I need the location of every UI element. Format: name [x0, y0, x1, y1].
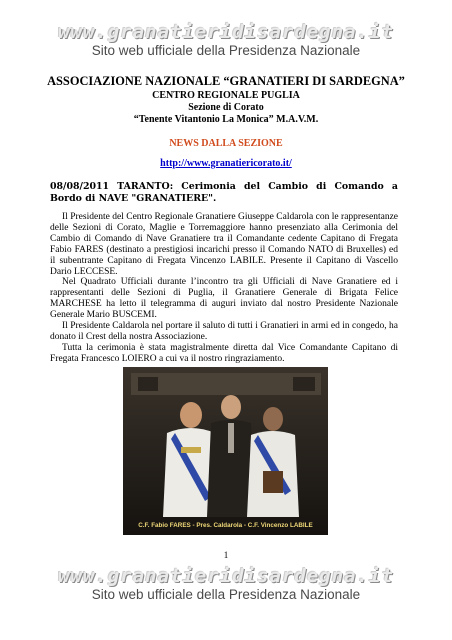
ceremony-photo-illustration	[123, 367, 328, 535]
banner-url[interactable]: www.granatieridisardegna.it	[58, 21, 394, 43]
article-body	[50, 212, 398, 365]
photo-caption: C.F. Fabio FARES - Pres. Caldarola - C.F. Vincenzo LABILE	[138, 522, 313, 529]
ceremony-photo	[123, 367, 328, 535]
header-banner	[0, 22, 452, 58]
article-headline: 08/08/2011 TARANTO: Cerimonia del Cambio di Comando a Bordo di NAVE "GRANATIERE".	[50, 181, 398, 204]
news-heading: NEWS DALLA SEZIONE	[169, 138, 283, 149]
banner-subtitle: Sito web ufficiale della Presidenza Nazionale	[91, 587, 361, 602]
document-title: ASSOCIAZIONE NAZIONALE “GRANATIERI DI SARDEGNA”	[47, 74, 405, 88]
article-paragraph: Il Presidente del Centro Regionale Granatiere Giuseppe Caldarola con le rappresentanze delle Sezioni di Corato, Maglie e Torremaggiore hanno presenziato alla Cerimonia del Cambio di Comando di Nave Granatiere tra il Comandante cedente Capitano di Fregata Fabio FARES (destinato a prestigiosi incarichi presso il Comando NATO di Bruxelles) ed il subentrante Capitano di Fregata Vincenzo LABILE. Presente il Capitano di Vascello Dario LECCESE.	[50, 212, 398, 277]
section-link-container	[0, 158, 452, 169]
section-dedication: “Tenente Vitantonio La Monica” M.A.V.M.	[133, 114, 319, 125]
banner-subtitle: Sito web ufficiale della Presidenza Nazionale	[91, 43, 361, 58]
section-website-link[interactable]: http://www.granatiericorato.it/	[160, 158, 292, 169]
article-paragraph: Tutta la cerimonia è stata magistralmente diretta dal Vice Comandante Capitano di Fregata Francesco LOIERO a cui va il nostro ringraziamento.	[50, 342, 398, 364]
footer-banner	[0, 566, 452, 602]
section-name: Sezione di Corato	[188, 102, 264, 113]
article-paragraph: Il Presidente Caldarola nel portare il saluto di tutti i Granatieri in armi ed in congedo, ha donato il Crest della nostra Associazione.	[50, 321, 398, 342]
article-paragraph: Nel Quadrato Ufficiali durante l’incontro tra gli Ufficiali di Nave Granatiere ed i rappresentanti delle Sezioni di Puglia, il Granatiere Generale di Brigata Felice MARCHESE ha letto il telegramma di auguri inviato dal nostro Presidente Nazionale Generale Mario BUSCEMI.	[50, 277, 398, 321]
banner-url[interactable]: www.granatieridisardegna.it	[58, 565, 394, 587]
page-number: 1	[223, 550, 229, 560]
regional-center: CENTRO REGIONALE PUGLIA	[152, 90, 300, 101]
